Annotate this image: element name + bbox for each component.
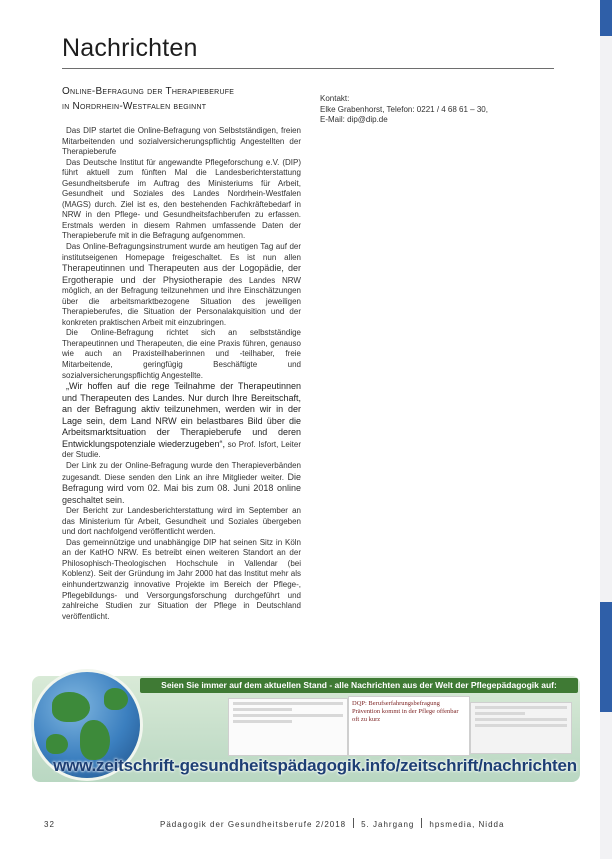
article-paragraph: Das gemeinnützige und unabhängige DIP hat seinen Sitz in Köln an der KatHO NRW. Es betreibt einen weiteren Standort an der Philosophisch-Theologischen Hochschule in Vallendar (bei Koblenz). Seit der Gründung im Jahr 2000 hat das Institut mehr als einhundertzwanzig innovative Projekte im Bereich der Pflege-, Pflegebildungs- und Versorgungsforschung durchgeführt und zahlreiche Studien zur Situation der Pflege in Deutschland veröffentlicht. [62,537,301,621]
contact-email[interactable]: E-Mail: dip@dip.de [320,115,388,125]
article-lead: Das DIP startet die Online-Befragung von Selbstständigen, freien Mitarbeitenden und sozialversicherungspflichtig Angestellten der Therapieberufe [62,126,301,157]
paragraph-text: Der Link zu der Online-Befragung wurde den Therapieverbänden zugesandt. Diese senden den Link an ihre Mitglieder weiter. [62,460,301,482]
website-screenshot-featured [348,696,470,756]
website-screenshot [228,698,348,756]
article-paragraph [62,461,301,506]
paragraph-emphasis: Die Befragung wird vom 02. Mai bis zum 08. Juni 2018 online geschaltet sein. [62,471,301,505]
website-screenshots [228,696,572,756]
page-edge-bar [600,0,612,859]
article-quote [62,381,301,461]
website-url-link[interactable]: www.zeitschrift-gesundheitspädagogik.info/zeitschrift/nachrichten [53,756,577,775]
article-headline [62,84,302,114]
headline-line-1: Online-Befragung der Therapieberufe [62,86,235,97]
website-banner[interactable] [32,664,580,782]
article-paragraph [62,242,301,328]
paragraph-text: des Landes NRW möglich, an der Befragung teilzunehmen und ihre Einschätzungen über die arbeitsmarktbezogene Situation des jeweiligen Therapieberufes, die Situation der Personalakquisition und der konkreten praktischen Arbeit mit einzubringen. [62,275,301,327]
footer-publisher: hpsmedia, Nidda [429,820,505,829]
section-title: Nachrichten [62,34,198,62]
headline-line-2: in Nordrhein-Westfalen beginnt [62,101,207,112]
quote-attribution: so Prof. Isfort, Leiter der Studie. [62,439,301,460]
page-edge-tab-section [600,602,612,712]
article-paragraph: Der Bericht zur Landesberichterstattung wird im September an das Ministerium für Arbeit, Gesundheit und Soziales übergeben und dort nachfolgend veröffentlicht werden. [62,506,301,537]
screenshot-headline: DQP: Berufserfahrungsbefragung Prävention kommt in der Pflege offenbar oft zu kurz [352,700,459,723]
website-screenshot [470,702,572,754]
article-column-right [316,80,554,126]
footer-volume: 5. Jahrgang [361,820,415,829]
footer-separator [421,818,422,828]
quote-text: „Wir hoffen auf die rege Teilnahme der Therapeutinnen und Therapeuten des Landes. Nur durch Ihre Bereitschaft, an der Befragung aktiv teilzunehmen, werden wir in der Lage sein, dem Land NRW ein belastbares Bild über die Arbeitsmarktsituation der Therapieberufe und deren Entwicklungspotenziale wiederzugeben“, [62,381,301,449]
banner-tagline: Seien Sie immer auf dem aktuellen Stand - alle Nachrichten aus der Welt der Pflegepädagogik auf: [140,678,578,693]
contact-label: Kontakt: [320,94,350,103]
footer-info [160,818,504,832]
footer-separator [353,818,354,828]
paragraph-emphasis: Therapeutinnen und Therapeuten aus der Logopädie, der Ergotherapie und der Physiotherapie [62,263,301,285]
article-paragraph: Das Deutsche Institut für angewandte Pflegeforschung e.V. (DIP) führt aktuell zum fünften Mal die Landesberichterstattung Gesundheitsberufe im Auftrag des Ministeriums für Arbeit, Gesundheit und Soziales des Landes Nordrhein-Westfalen (MAGS) durch. Ziel ist es, den bestehenden Fachkräftebedarf in NRW in den Pflege- und Gesundheitsfachberufen zu erfassen. Erstmals werden in diesem Rahmen umfassende Daten der Therapieberufe mit in die Befragung aufgenommen. [62,157,301,241]
title-divider [62,68,554,69]
paragraph-text: Das Online-Befragungsinstrument wurde am heutigen Tag auf der institutseigenen Homepage freigeschaltet. Es ist nun allen [62,242,301,262]
page-edge-tab-top [600,0,612,36]
article-column-left [62,126,301,622]
contact-name-phone: Elke Grabenhorst, Telefon: 0221 / 4 68 61 – 30, [320,104,488,114]
page-number: 32 [44,820,55,829]
page-footer [0,818,612,832]
footer-journal: Pädagogik der Gesundheitsberufe 2/2018 [160,820,347,829]
article-paragraph: Die Online-Befragung richtet sich an selbstständige Therapeutinnen und Therapeuten, die eine Praxis führen, genauso wie auch an Praxisteilhaberinnen und -teilhaber, freie Mitarbeitende, geringfügig Beschäftigte und sozialversicherungspflichtig Angestellte. [62,328,301,380]
contact-block [316,94,554,126]
